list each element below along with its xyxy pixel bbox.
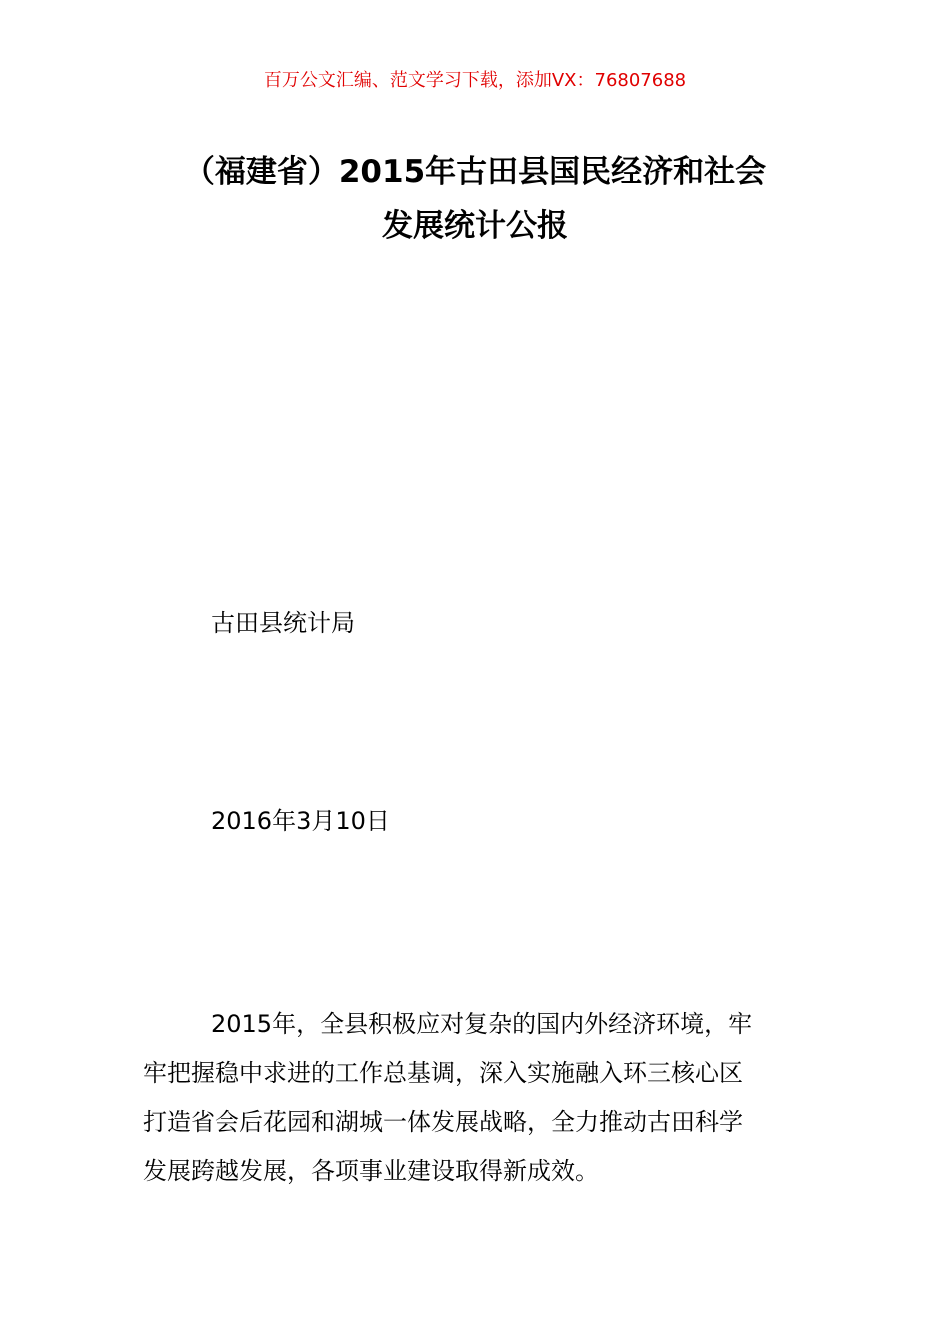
title-line: （福建省）2015年古田县国民经济和社会 — [183, 154, 767, 190]
publish-date: 2016年3月10日 — [211, 807, 390, 835]
title-line: 发展统计公报 — [382, 208, 568, 244]
body-paragraph — [143, 1000, 811, 1196]
paragraph-line: 发展跨越发展，各项事业建设取得新成效。 — [143, 1157, 599, 1185]
issuer: 古田县统计局 — [211, 609, 355, 637]
document-title — [60, 145, 890, 253]
paragraph-line: 牢把握稳中求进的工作总基调，深入实施融入环三核心区 — [143, 1059, 743, 1087]
header-banner: 百万公文汇编、范文学习下载，添加VX：76807688 — [263, 70, 687, 91]
paragraph-line: 打造省会后花园和湖城一体发展战略，全力推动古田科学 — [143, 1108, 743, 1136]
paragraph-line: 2015年，全县积极应对复杂的国内外经济环境，牢 — [211, 1010, 753, 1038]
